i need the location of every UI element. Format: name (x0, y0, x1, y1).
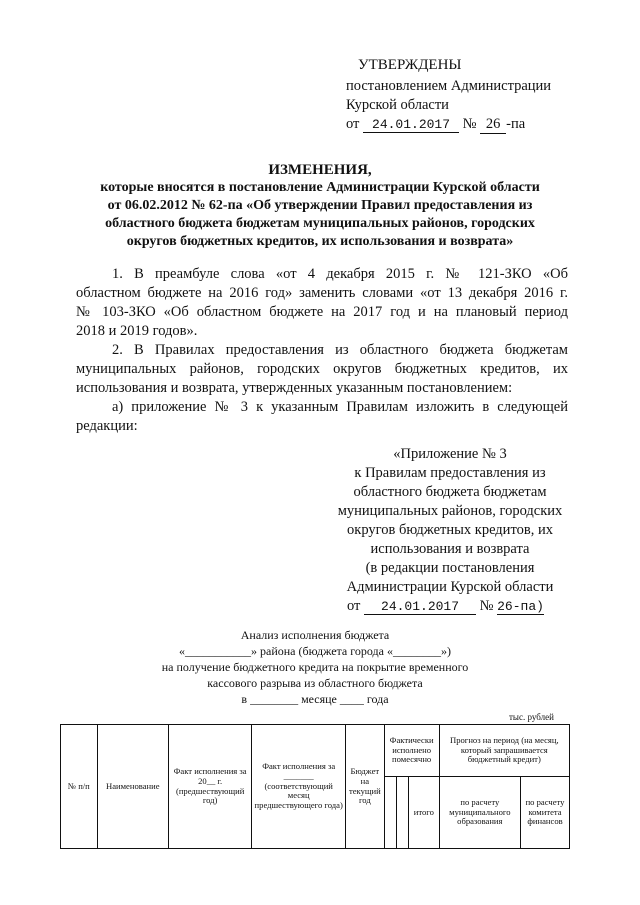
body-p3-line2: редакции: (76, 418, 138, 434)
col-actual-sub-1 (384, 777, 396, 849)
body-p2-line1: 2. В Правилах предоставления из областного бюджета бюджетам (112, 342, 568, 358)
col-actual-sub-2 (396, 777, 408, 849)
appendix-line1: «Приложение № 3 (393, 446, 507, 462)
col-header-forecast: Прогноз на период (на месяц, который запрашивается бюджетный кредит) (439, 725, 569, 777)
col-header-fact-month: Факт исполнения за _______ (соответствующий месяц предшествующего года) (252, 725, 346, 849)
analysis-line2: «___________» района (бюджета города «________») (179, 644, 451, 658)
doc-subtitle-2: от 06.02.2012 № 62-па «Об утверждении Правил предоставления из (107, 198, 533, 213)
body-p1-line2: областном бюджете на 2016 год» заменить словами «от 13 декабря 2016 г. (76, 285, 568, 301)
appendix-line8: Администрации Курской области (346, 579, 554, 595)
budget-table (60, 724, 570, 849)
doc-subtitle-4: округов бюджетных кредитов, их использования и возврата» (126, 234, 514, 249)
body-p1-line1: 1. В преамбуле слова «от 4 декабря 2015 г. № 121-ЗКО «Об (112, 266, 568, 282)
appendix-line2: к Правилам предоставления из (354, 465, 546, 481)
approval-line2: Курской области (346, 97, 449, 113)
doc-subtitle-1: которые вносятся в постановление Администрации Курской области (100, 180, 540, 195)
body-p2-line2: муниципальных районов, городских округов бюджетных кредитов, их (76, 361, 568, 377)
approval-from-label: от (346, 116, 360, 132)
appendix-line5: округов бюджетных кредитов, их (347, 522, 553, 538)
doc-title: ИЗМЕНЕНИЯ, (268, 162, 372, 178)
body-p1-line3: № 103-ЗКО «Об областном бюджете на 2017 год и на плановый период (76, 304, 568, 320)
appendix-number: 26-па) (497, 599, 544, 614)
appendix-date: 24.01.2017 (364, 599, 476, 615)
col-header-forecast-mun: по расчету муниципального образования (439, 777, 520, 849)
col-header-num: № п/п (61, 725, 98, 849)
appendix-from-label: от (347, 598, 361, 614)
approval-title: УТВЕРЖДЕНЫ (358, 57, 462, 73)
approval-date-line (346, 116, 525, 134)
col-header-forecast-com: по расчету комитета финансов (521, 777, 570, 849)
appendix-line6: использования и возврата (370, 541, 530, 557)
col-header-actual: Фактически исполнено помесячно (384, 725, 439, 777)
analysis-line4: кассового разрыва из областного бюджета (207, 676, 423, 690)
appendix-num-label: № (479, 598, 494, 614)
col-header-budget: Бюджет на текущий год (346, 725, 385, 849)
col-header-name: Наименование (97, 725, 168, 849)
approval-suffix: -па (506, 116, 526, 132)
approval-line1: постановлением Администрации (346, 78, 552, 94)
analysis-line3: на получение бюджетного кредита на покрытие временного (161, 660, 469, 674)
appendix-line4: муниципальных районов, городских (337, 503, 563, 519)
appendix-line3: областного бюджета бюджетам (353, 484, 547, 500)
doc-subtitle-3: областного бюджета бюджетам муниципальных районов, городских (105, 216, 535, 231)
analysis-line1: Анализ исполнения бюджета (240, 628, 390, 642)
body-p1-line4: 2018 и 2019 годов». (76, 323, 198, 339)
col-header-fact-year: Факт исполнения за 20__ г. (предшествующий год) (168, 725, 251, 849)
body-p2-line3: использования и возврата, утвержденных указанным постановлением: (76, 380, 513, 396)
appendix-date-line (347, 598, 544, 615)
table-units: тыс. рублей (509, 712, 554, 722)
approval-num-label: № (462, 116, 477, 132)
body-p3-line1: а) приложение № 3 к указанным Правилам изложить в следующей (112, 399, 568, 415)
approval-date: 24.01.2017 (363, 117, 459, 133)
col-header-actual-total: итого (409, 777, 440, 849)
appendix-line7: (в редакции постановления (365, 560, 535, 576)
approval-number: 26 (480, 116, 506, 134)
analysis-line5: в ________ месяце ____ года (241, 692, 389, 706)
